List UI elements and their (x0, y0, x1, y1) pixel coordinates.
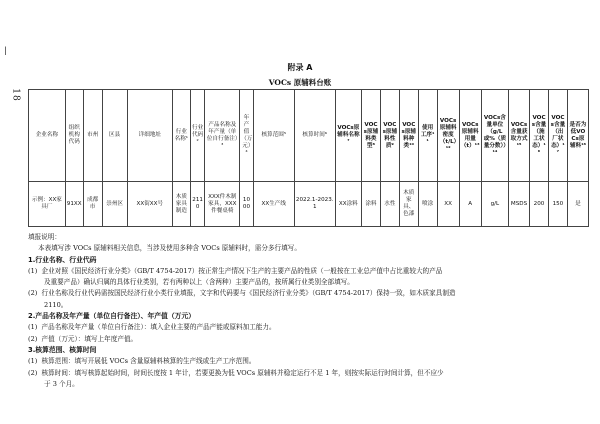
notes-heading: 填报说明： (28, 233, 61, 241)
cell-address: XX街XX号 (127, 182, 172, 227)
section1-item1 (28, 266, 576, 277)
item-number: (1) (28, 357, 38, 366)
cell-process: 喷涂 (418, 182, 437, 227)
cell-content-source: MSDS (509, 182, 530, 227)
notes-intro: 本表填写涉 VOCs 原辅料相关信息，当涉及使用多种含 VOCs 原辅料时，需分多行填写。 (38, 244, 301, 253)
section3-item1 (28, 356, 576, 367)
header-content-unit: VOCs含量单位（g/L或%（质量分数））¹⁴ (481, 90, 508, 182)
section2-item1 (28, 322, 576, 333)
header-address: 详细地址 (127, 90, 172, 182)
cell-content-unit: g/L (481, 182, 508, 227)
item-number: (2) (28, 334, 38, 343)
margin-mark: | (4, 46, 7, 55)
header-product-output: 产品名称及年产量（单位自行备注）³ (205, 90, 240, 182)
section3-item2-cont: 于 3 个月。 (44, 379, 79, 388)
cell-material-nature: 水性 (380, 182, 399, 227)
cell-city: 成都市 (83, 182, 102, 227)
item-text: 产值（万元）：填写上年度产值。 (41, 334, 138, 343)
section1-item1-cont: 及重要产品）确认归属的具体行业类别，若有两种以上（含两种）主要产品的，按所属行业类别全部填写。 (44, 278, 354, 287)
header-material-name: VOCs原辅料名称⁷ (335, 90, 361, 182)
page-number: 18 (10, 88, 21, 102)
header-district: 区县 (102, 90, 127, 182)
item-number: (2) (28, 368, 38, 377)
header-usage: VOCs原辅料用量（t）¹³ (459, 90, 481, 182)
cell-material-kind: 木质家具、色漆 (399, 182, 418, 227)
cell-content-applied: 200 (530, 182, 549, 227)
cell-material-name: XX涂料 (335, 182, 361, 227)
cell-district: 崇州区 (102, 182, 127, 227)
cell-company-name: 示例：XX家具厂 (29, 182, 66, 227)
cell-density: XX (437, 182, 459, 227)
header-annual-value: 年产值（万元）⁴ (240, 90, 254, 182)
header-city: 市州 (83, 90, 102, 182)
header-scope: 核算范围⁵ (253, 90, 294, 182)
filling-notes (28, 232, 576, 390)
item-text: 企业对照《国民经济行业分类》（GB/T 4754-2017）按正常生产情况下生产的主要产品的性质（一般按在工业总产值中占比重较大的产品 (41, 266, 443, 275)
header-org-code: 组织机构代码 (65, 90, 83, 182)
header-low-voc: 是否为低VOCs原辅料¹⁸ (567, 90, 588, 182)
cell-material-type: 涂料 (361, 182, 380, 227)
item-number: (2) (28, 289, 38, 298)
cell-annual-value: 1000 (240, 182, 254, 227)
cell-org-code: 91XX (65, 182, 83, 227)
cell-scope: XX生产线 (253, 182, 294, 227)
header-industry-code: 行业代码² (190, 90, 205, 182)
header-content-factory: VOCs含量（出厂状态）¹⁷ (548, 90, 567, 182)
section2-item2 (28, 334, 576, 345)
cell-low-voc: 是 (567, 182, 588, 227)
header-industry-name: 行业名称¹ (172, 90, 190, 182)
item-text: 行业名称及行业代码需按国民经济行业小类行业填报，文字和代码要与《国民经济行业分类》（GB/T 4754-2017）保持一致，如木质家具制造 (41, 289, 456, 298)
section1-heading: 1.行业名称、行业代码 (28, 255, 97, 264)
header-material-kind: VOCs原辅料种类¹⁰ (399, 90, 418, 182)
header-content-source: VOCs含量获取方式¹⁵ (509, 90, 530, 182)
cell-industry-name: 木质家具制造 (172, 182, 190, 227)
ledger-title: VOCs 原辅料台账 (268, 78, 332, 87)
header-process: 使用工序¹¹ (418, 90, 437, 182)
section1-item2 (28, 288, 576, 299)
item-number: (1) (28, 323, 38, 332)
header-material-nature: VOCs原辅料性质⁹ (380, 90, 399, 182)
item-number: (1) (28, 266, 38, 275)
header-density: VOCs原辅料密度（t/L）¹² (437, 90, 459, 182)
cell-period: 2022.1-2023.1 (294, 182, 335, 227)
header-material-type: VOCs原辅料类型⁸ (361, 90, 380, 182)
section3-heading: 3.核算范围、核算时间 (28, 345, 97, 354)
cell-usage: A (459, 182, 481, 227)
table-row (29, 182, 589, 227)
header-period: 核算时间⁶ (294, 90, 335, 182)
cell-industry-code: 2110 (190, 182, 205, 227)
voc-ledger-table (28, 89, 589, 227)
cell-content-factory: 150 (548, 182, 567, 227)
section2-heading: 2.产品名称及年产量（单位自行备注）、年产值（万元） (28, 312, 196, 321)
header-content-applied: VOCs含量（施工状态）¹⁶ (530, 90, 549, 182)
table-header-row (29, 90, 589, 182)
item-text: 核算时间：填写核算起始时间，时间长度按 1 年计，若要更换为低 VOCs 原辅料并稳定运行不足 1 年，则按实际运行时间计算，但不应少 (41, 368, 444, 377)
header-company-name: 企业名称 (29, 90, 66, 182)
item-text: 核算范围：填写开展低 VOCs 含量原辅料核算的生产线或生产工序范围。 (41, 357, 256, 366)
appendix-title: 附录 A (287, 63, 313, 72)
section1-item2-cont: 2110。 (44, 300, 68, 309)
cell-product-output: XXX件木制家具，XXX件餐桌椅 (205, 182, 240, 227)
item-text: 产品名称及年产量（单位自行备注）：填入企业主要的产品产能或原料加工能力。 (41, 323, 276, 332)
section3-item2 (28, 368, 576, 379)
